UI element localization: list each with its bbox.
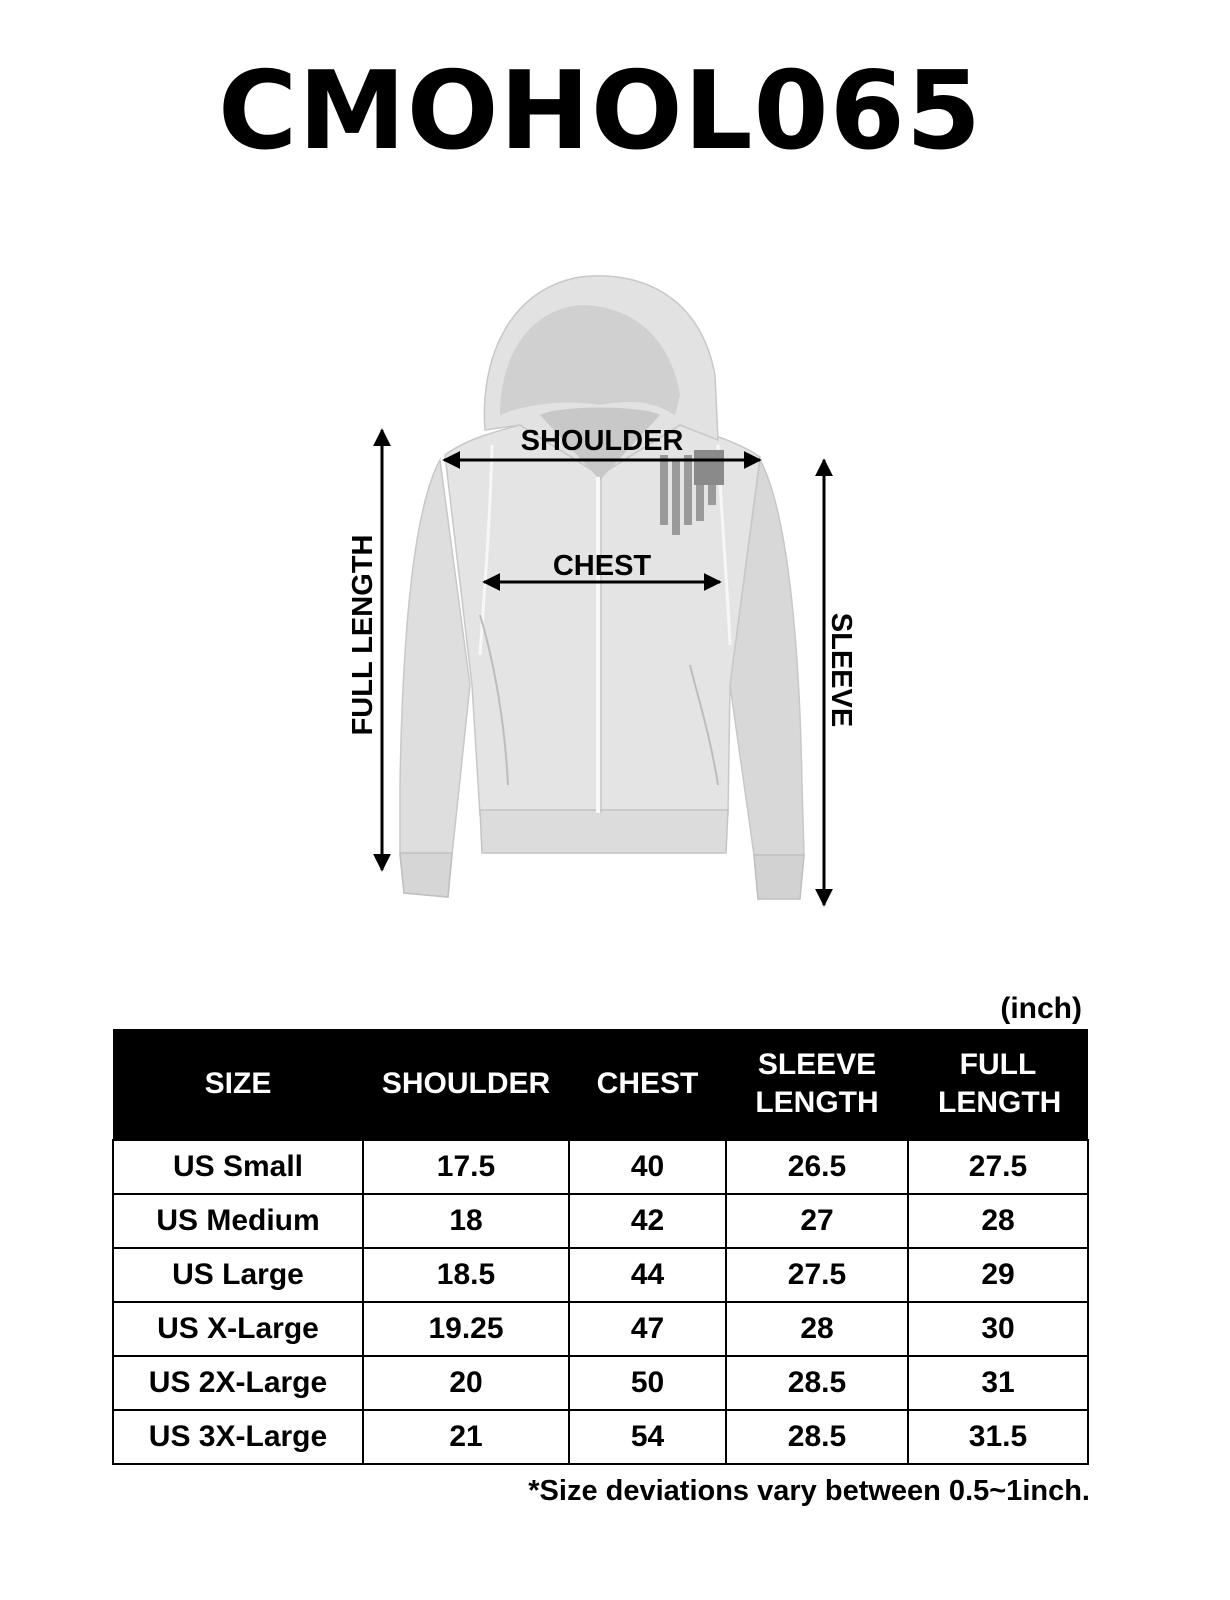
cell-shoulder: 19.25 [363, 1302, 569, 1356]
unit-label: (inch) [1000, 992, 1082, 1025]
cell-size: US X-Large [113, 1302, 363, 1356]
table-row [113, 1356, 1088, 1410]
cell-chest: 50 [569, 1356, 726, 1410]
cell-sleeve-length: 28.5 [726, 1410, 908, 1464]
cell-sleeve-length: 28 [726, 1302, 908, 1356]
cell-size: US 2X-Large [113, 1356, 363, 1410]
cell-chest: 42 [569, 1194, 726, 1248]
header-chest: CHEST [569, 1029, 726, 1140]
cell-shoulder: 18 [363, 1194, 569, 1248]
header-full-length: FULL LENGTH [908, 1029, 1088, 1140]
table-row [113, 1302, 1088, 1356]
cell-size: US Large [113, 1248, 363, 1302]
cell-shoulder: 18.5 [363, 1248, 569, 1302]
hoodie-measurement-diagram [330, 265, 870, 925]
table-row [113, 1248, 1088, 1302]
cell-full-length: 30 [908, 1302, 1088, 1356]
cell-shoulder: 17.5 [363, 1140, 569, 1194]
cell-size: US Small [113, 1140, 363, 1194]
size-chart-table [112, 1029, 1089, 1465]
cell-shoulder: 20 [363, 1356, 569, 1410]
sleeve-label: SLEEVE [825, 612, 857, 728]
table-row [113, 1410, 1088, 1464]
cell-full-length: 28 [908, 1194, 1088, 1248]
cell-chest: 54 [569, 1410, 726, 1464]
cell-sleeve-length: 26.5 [726, 1140, 908, 1194]
product-code-title: CMOHOL065 [218, 49, 982, 174]
cell-chest: 40 [569, 1140, 726, 1194]
header-size: SIZE [113, 1029, 363, 1140]
full-length-label: FULL LENGTH [347, 534, 379, 736]
shoulder-label: SHOULDER [520, 425, 684, 457]
table-header-row [113, 1029, 1088, 1140]
table-row [113, 1140, 1088, 1194]
cell-full-length: 29 [908, 1248, 1088, 1302]
cell-shoulder: 21 [363, 1410, 569, 1464]
cell-size: US Medium [113, 1194, 363, 1248]
size-deviation-footnote: *Size deviations vary between 0.5~1inch. [528, 1475, 1090, 1507]
header-shoulder: SHOULDER [363, 1029, 569, 1140]
cell-size: US 3X-Large [113, 1410, 363, 1464]
cell-sleeve-length: 27.5 [726, 1248, 908, 1302]
table-row [113, 1194, 1088, 1248]
cell-chest: 47 [569, 1302, 726, 1356]
cell-chest: 44 [569, 1248, 726, 1302]
cell-full-length: 31 [908, 1356, 1088, 1410]
cell-sleeve-length: 28.5 [726, 1356, 908, 1410]
header-sleeve-length: SLEEVE LENGTH [726, 1029, 908, 1140]
cell-sleeve-length: 27 [726, 1194, 908, 1248]
hoodie-illustration [400, 276, 804, 899]
chest-label: CHEST [552, 550, 652, 582]
cell-full-length: 27.5 [908, 1140, 1088, 1194]
cell-full-length: 31.5 [908, 1410, 1088, 1464]
